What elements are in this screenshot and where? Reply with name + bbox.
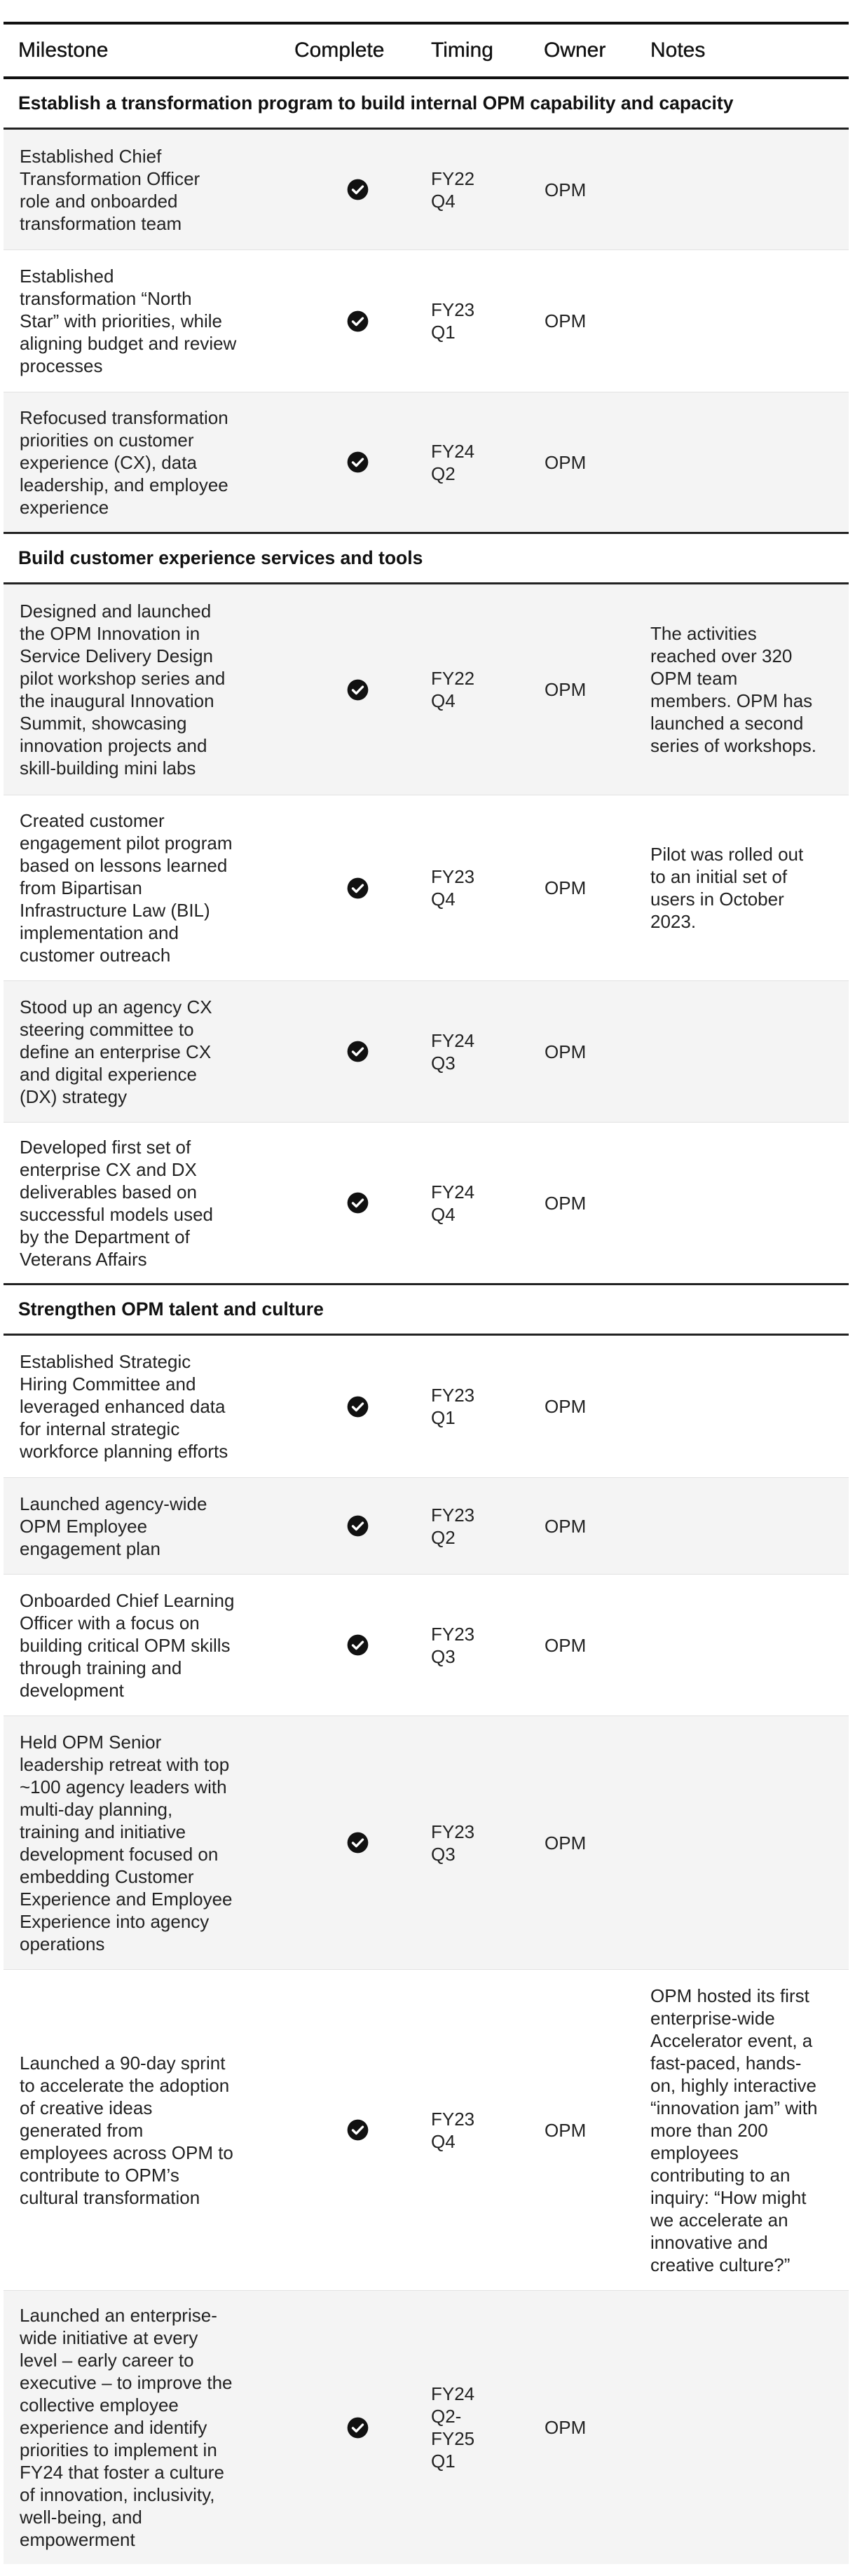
header-notes: Notes [650, 39, 706, 62]
table-row [4, 1716, 849, 1970]
table-row [4, 795, 849, 981]
owner-cell: OPM [545, 679, 587, 700]
milestone-cell: Refocused transformation priorities on customer experience (CX), data leadership, and employee experience [20, 406, 228, 518]
table-row [4, 2291, 849, 2564]
milestone-cell: Created customer engagement pilot program based on lessons learned from Bipartisan Infrastructure Law (BIL) implementation and customer outreach [20, 810, 233, 966]
complete-cell [278, 179, 430, 200]
table-row [4, 1123, 849, 1285]
check-circle-icon [347, 1634, 369, 1656]
table-header-row [4, 25, 849, 79]
complete-cell [278, 1832, 430, 1854]
timing-cell: FY24 Q3 [431, 1029, 475, 1074]
timing-cell: FY23 Q1 [431, 1385, 475, 1428]
table-row [4, 1970, 849, 2291]
table-row [4, 1478, 849, 1575]
milestone-cell: Designed and launched the OPM Innovation in Service Delivery Design pilot workshop series and the inaugural Innovation Summit, showcasing innovation projects and skill-building mini labs [20, 601, 226, 779]
notes-cell: The activities reached over 320 OPM team members. OPM has launched a second series of workshops. [650, 623, 816, 756]
header-complete: Complete [294, 39, 385, 62]
table-row [4, 981, 849, 1123]
milestone-cell: Stood up an agency CX steering committee to define an enterprise CX and digital experience (DX) strategy [20, 996, 212, 1107]
check-circle-icon [347, 1515, 369, 1537]
timing-cell: FY23 Q3 [431, 1821, 475, 1865]
timing-cell: FY24 Q2 [431, 440, 475, 484]
table-row [4, 1336, 849, 1478]
check-circle-icon [347, 451, 369, 473]
owner-cell: OPM [545, 451, 587, 473]
section-heading: Strengthen OPM talent and culture [4, 1285, 849, 1336]
table-row [4, 392, 849, 534]
timing-cell: FY22 Q4 [431, 668, 475, 711]
milestone-cell: Held OPM Senior leadership retreat with top ~100 agency leaders with multi-day planning, training and initiative development focused on embedding Customer Experience and Employee Experience into agency operations [20, 1731, 233, 1954]
timing-cell: FY24 Q2- FY25 Q1 [431, 2383, 475, 2472]
check-circle-icon [347, 310, 369, 332]
timing-cell: FY23 Q4 [431, 2108, 475, 2152]
check-circle-icon [347, 1832, 369, 1854]
timing-cell: FY23 Q2 [431, 1504, 475, 1548]
notes-cell: Pilot was rolled out to an initial set of users in October 2023. [650, 844, 804, 932]
milestone-cell: Launched an enterprise- wide initiative at every level – early career to executive – to improve the collective employee experience and identify priorities to implement in FY24 that foster a culture of innovation, inclusivity, well-being, and empowerment [20, 2305, 233, 2550]
check-circle-icon [347, 1041, 369, 1062]
check-circle-icon [347, 2417, 369, 2439]
milestone-cell: Developed first set of enterprise CX and DX deliverables based on successful models used by the Department of Veterans Affairs [20, 1136, 214, 1270]
timing-cell: FY22 Q4 [431, 167, 475, 212]
owner-cell: OPM [545, 1396, 587, 1417]
complete-cell [278, 1041, 430, 1062]
owner-cell: OPM [545, 1192, 587, 1214]
complete-cell [278, 1634, 430, 1656]
check-circle-icon [347, 179, 369, 200]
table-row [4, 130, 849, 250]
header-owner: Owner [544, 39, 606, 62]
owner-cell: OPM [545, 877, 587, 898]
complete-cell [278, 2417, 430, 2439]
check-circle-icon [347, 877, 369, 899]
milestone-cell: Established Strategic Hiring Committee and leveraged enhanced data for internal strategic workforce planning efforts [20, 1351, 228, 1462]
complete-cell [278, 877, 430, 899]
milestones-table [4, 22, 849, 2564]
timing-cell: FY23 Q1 [431, 299, 475, 343]
complete-cell [278, 1515, 430, 1537]
notes-cell: OPM hosted its first enterprise-wide Accelerator event, a fast-paced, hands- on, highly interactive “innovation jam” with more than 200 employees contributing to an inquiry: “How might we accelerate an innovative and creative culture?” [650, 1985, 818, 2275]
owner-cell: OPM [545, 1832, 587, 1854]
complete-cell [278, 1192, 430, 1214]
owner-cell: OPM [545, 2119, 587, 2141]
check-circle-icon [347, 679, 369, 701]
table-row [4, 250, 849, 392]
check-circle-icon [347, 1192, 369, 1214]
owner-cell: OPM [545, 310, 587, 331]
table-row [4, 1575, 849, 1716]
header-milestone: Milestone [18, 39, 109, 62]
timing-cell: FY23 Q4 [431, 866, 475, 910]
complete-cell [278, 451, 430, 473]
check-circle-icon [347, 2119, 369, 2141]
milestone-cell: Launched a 90-day sprint to accelerate the adoption of creative ideas generated from employees across OPM to contribute to OPM’s cultural transformation [20, 2052, 233, 2208]
section-heading: Establish a transformation program to build internal OPM capability and capacity [4, 79, 849, 130]
owner-cell: OPM [545, 2417, 587, 2438]
complete-cell [278, 2119, 430, 2141]
owner-cell: OPM [545, 1515, 587, 1537]
owner-cell: OPM [545, 179, 587, 200]
complete-cell [278, 310, 430, 332]
timing-cell: FY23 Q3 [431, 1623, 475, 1667]
complete-cell [278, 679, 430, 701]
milestone-cell: Established Chief Transformation Officer role and onboarded transformation team [20, 145, 200, 234]
complete-cell [278, 1396, 430, 1418]
table-row [4, 584, 849, 795]
section-heading: Build customer experience services and tools [4, 534, 849, 584]
milestone-cell: Onboarded Chief Learning Officer with a focus on building critical OPM skills through training and development [20, 1589, 235, 1701]
header-timing: Timing [431, 39, 493, 62]
milestone-cell: Launched agency-wide OPM Employee engagement plan [20, 1493, 207, 1559]
milestone-cell: Established transformation “North Star” with priorities, while aligning budget and review processes [20, 266, 237, 376]
timing-cell: FY24 Q4 [431, 1181, 475, 1225]
check-circle-icon [347, 1396, 369, 1418]
owner-cell: OPM [545, 1634, 587, 1656]
owner-cell: OPM [545, 1041, 587, 1062]
